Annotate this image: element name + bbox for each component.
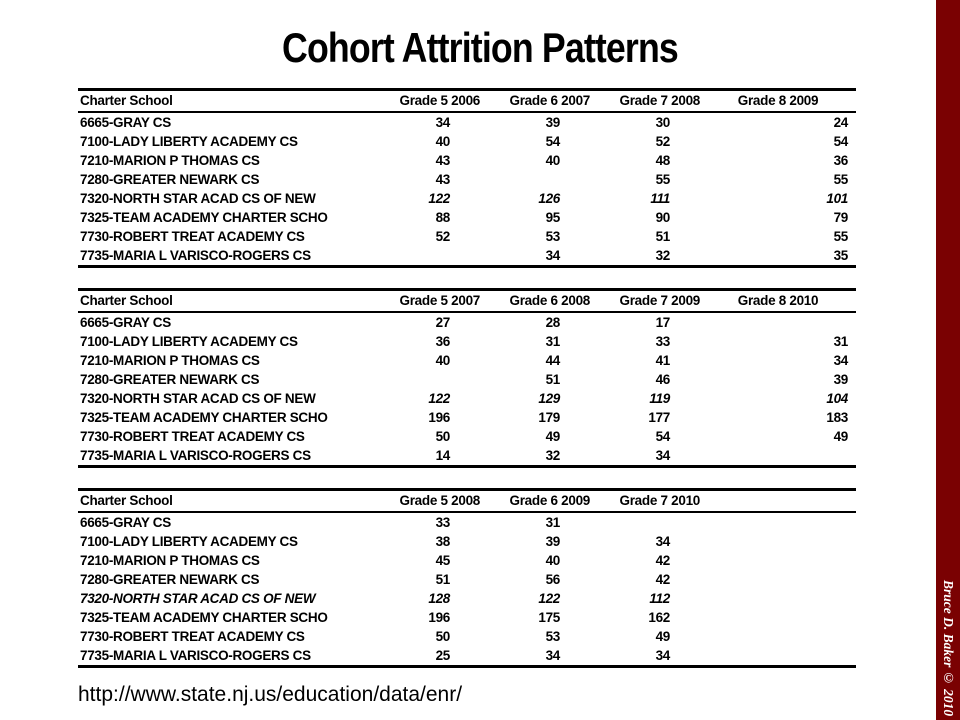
column-header: Grade 7 2010 bbox=[619, 493, 700, 508]
value-cell: 95 bbox=[545, 210, 560, 225]
school-name-cell: 6665-GRAY CS bbox=[80, 515, 171, 530]
value-cell: 88 bbox=[435, 210, 450, 225]
table-row bbox=[78, 532, 856, 551]
cohort-table bbox=[78, 288, 856, 468]
cohort-table bbox=[78, 488, 856, 668]
value-cell: 31 bbox=[545, 334, 560, 349]
school-name-cell: 6665-GRAY CS bbox=[80, 115, 171, 130]
value-cell: 44 bbox=[545, 353, 560, 368]
value-cell: 43 bbox=[435, 172, 450, 187]
value-cell: 35 bbox=[833, 248, 848, 263]
value-cell: 42 bbox=[655, 572, 670, 587]
value-cell: 24 bbox=[833, 115, 848, 130]
table-row bbox=[78, 351, 856, 370]
column-header: Grade 5 2008 bbox=[399, 493, 480, 508]
table-row bbox=[78, 389, 856, 408]
value-cell: 52 bbox=[655, 134, 670, 149]
value-cell: 41 bbox=[655, 353, 670, 368]
value-cell: 34 bbox=[655, 448, 670, 463]
value-cell: 38 bbox=[435, 534, 450, 549]
value-cell bbox=[368, 246, 480, 265]
value-cell: 122 bbox=[428, 391, 450, 406]
table-row bbox=[78, 446, 856, 465]
table-row bbox=[78, 408, 856, 427]
table-row bbox=[78, 513, 856, 532]
table-row bbox=[78, 589, 856, 608]
value-cell: 55 bbox=[833, 172, 848, 187]
slide-title: Cohort Attrition Patterns bbox=[282, 24, 678, 71]
school-name-cell: 7325-TEAM ACADEMY CHARTER SCHO bbox=[80, 410, 328, 425]
value-cell: 104 bbox=[826, 391, 848, 406]
tables-container bbox=[78, 88, 856, 688]
value-cell: 14 bbox=[435, 448, 450, 463]
value-cell: 33 bbox=[655, 334, 670, 349]
value-cell: 28 bbox=[545, 315, 560, 330]
value-cell: 40 bbox=[435, 134, 450, 149]
value-cell: 39 bbox=[545, 115, 560, 130]
value-cell: 126 bbox=[538, 191, 560, 206]
column-header: Grade 6 2008 bbox=[509, 293, 590, 308]
value-cell: 34 bbox=[655, 534, 670, 549]
value-cell: 36 bbox=[435, 334, 450, 349]
table-row bbox=[78, 646, 856, 665]
value-cell: 51 bbox=[545, 372, 560, 387]
table-row bbox=[78, 627, 856, 646]
school-name-cell: 7280-GREATER NEWARK CS bbox=[80, 372, 260, 387]
school-name-cell: 7325-TEAM ACADEMY CHARTER SCHO bbox=[80, 210, 328, 225]
value-cell: 25 bbox=[435, 648, 450, 663]
table-row bbox=[78, 132, 856, 151]
value-cell: 122 bbox=[538, 591, 560, 606]
value-cell: 31 bbox=[545, 515, 560, 530]
table-row bbox=[78, 113, 856, 132]
column-header: Charter School bbox=[80, 93, 173, 108]
value-cell: 34 bbox=[545, 248, 560, 263]
value-cell: 50 bbox=[435, 629, 450, 644]
value-cell bbox=[700, 570, 856, 589]
table-row bbox=[78, 189, 856, 208]
source-url: http://www.state.nj.us/education/data/enr/ bbox=[78, 683, 463, 706]
school-name-cell: 6665-GRAY CS bbox=[80, 315, 171, 330]
value-cell: 183 bbox=[826, 410, 848, 425]
value-cell: 179 bbox=[538, 410, 560, 425]
value-cell: 40 bbox=[435, 353, 450, 368]
column-header: Grade 7 2008 bbox=[619, 93, 700, 108]
value-cell: 54 bbox=[545, 134, 560, 149]
value-cell: 119 bbox=[649, 391, 670, 406]
school-name-cell: 7100-LADY LIBERTY ACADEMY CS bbox=[80, 334, 298, 349]
right-accent-bar bbox=[936, 0, 960, 720]
value-cell bbox=[700, 532, 856, 551]
value-cell: 50 bbox=[435, 429, 450, 444]
value-cell: 101 bbox=[826, 191, 848, 206]
value-cell: 177 bbox=[648, 410, 670, 425]
table-row bbox=[78, 608, 856, 627]
table-row bbox=[78, 427, 856, 446]
table-row bbox=[78, 332, 856, 351]
table-row bbox=[78, 246, 856, 265]
school-name-cell: 7100-LADY LIBERTY ACADEMY CS bbox=[80, 534, 298, 549]
value-cell: 196 bbox=[428, 610, 450, 625]
value-cell bbox=[700, 446, 856, 465]
value-cell: 42 bbox=[655, 553, 670, 568]
value-cell: 56 bbox=[545, 572, 560, 587]
value-cell: 51 bbox=[655, 229, 670, 244]
table-row bbox=[78, 570, 856, 589]
value-cell: 162 bbox=[648, 610, 670, 625]
value-cell: 40 bbox=[545, 153, 560, 168]
school-name-cell: 7735-MARIA L VARISCO-ROGERS CS bbox=[80, 248, 311, 263]
value-cell: 196 bbox=[428, 410, 450, 425]
value-cell bbox=[368, 370, 480, 389]
table-row bbox=[78, 151, 856, 170]
column-header: Grade 7 2009 bbox=[619, 293, 700, 308]
school-name-cell: 7735-MARIA L VARISCO-ROGERS CS bbox=[80, 648, 311, 663]
school-name-cell: 7325-TEAM ACADEMY CHARTER SCHO bbox=[80, 610, 328, 625]
value-cell: 39 bbox=[545, 534, 560, 549]
school-name-cell: 7210-MARION P THOMAS CS bbox=[80, 553, 260, 568]
value-cell: 49 bbox=[833, 429, 848, 444]
value-cell: 54 bbox=[833, 134, 848, 149]
value-cell bbox=[700, 313, 856, 332]
school-name-cell: 7100-LADY LIBERTY ACADEMY CS bbox=[80, 134, 298, 149]
value-cell: 112 bbox=[649, 591, 670, 606]
table-header-row bbox=[78, 91, 856, 113]
value-cell: 52 bbox=[435, 229, 450, 244]
table-row bbox=[78, 227, 856, 246]
school-name-cell: 7320-NORTH STAR ACAD CS OF NEW bbox=[80, 191, 316, 206]
column-header: Grade 6 2007 bbox=[509, 93, 590, 108]
value-cell: 129 bbox=[538, 391, 560, 406]
table-row bbox=[78, 551, 856, 570]
column-header: Charter School bbox=[80, 293, 173, 308]
value-cell: 34 bbox=[833, 353, 848, 368]
column-header: Grade 8 2009 bbox=[737, 93, 819, 108]
school-name-cell: 7730-ROBERT TREAT ACADEMY CS bbox=[80, 429, 305, 444]
value-cell bbox=[700, 646, 856, 665]
value-cell: 33 bbox=[435, 515, 450, 530]
value-cell: 46 bbox=[655, 372, 670, 387]
value-cell: 31 bbox=[833, 334, 848, 349]
school-name-cell: 7735-MARIA L VARISCO-ROGERS CS bbox=[80, 448, 311, 463]
value-cell: 54 bbox=[655, 429, 670, 444]
value-cell: 32 bbox=[545, 448, 560, 463]
school-name-cell: 7210-MARION P THOMAS CS bbox=[80, 153, 260, 168]
cohort-table bbox=[78, 88, 856, 268]
table-row bbox=[78, 370, 856, 389]
value-cell: 36 bbox=[833, 153, 848, 168]
column-header: Grade 5 2007 bbox=[399, 293, 480, 308]
school-name-cell: 7280-GREATER NEWARK CS bbox=[80, 572, 260, 587]
value-cell: 49 bbox=[655, 629, 670, 644]
value-cell: 34 bbox=[435, 115, 450, 130]
value-cell: 122 bbox=[428, 191, 450, 206]
table-row bbox=[78, 208, 856, 227]
value-cell: 175 bbox=[538, 610, 560, 625]
school-name-cell: 7210-MARION P THOMAS CS bbox=[80, 353, 260, 368]
value-cell: 79 bbox=[833, 210, 848, 225]
value-cell: 45 bbox=[435, 553, 450, 568]
value-cell: 39 bbox=[833, 372, 848, 387]
value-cell bbox=[700, 551, 856, 570]
school-name-cell: 7730-ROBERT TREAT ACADEMY CS bbox=[80, 629, 305, 644]
value-cell: 17 bbox=[655, 315, 670, 330]
value-cell: 53 bbox=[545, 629, 560, 644]
value-cell: 90 bbox=[655, 210, 670, 225]
value-cell: 48 bbox=[655, 153, 670, 168]
table-row bbox=[78, 170, 856, 189]
column-header: Grade 6 2009 bbox=[509, 493, 590, 508]
value-cell: 53 bbox=[545, 229, 560, 244]
value-cell bbox=[700, 513, 856, 532]
value-cell: 49 bbox=[545, 429, 560, 444]
value-cell: 30 bbox=[655, 115, 670, 130]
school-name-cell: 7730-ROBERT TREAT ACADEMY CS bbox=[80, 229, 305, 244]
value-cell: 43 bbox=[435, 153, 450, 168]
column-header: Grade 8 2010 bbox=[737, 293, 819, 308]
copyright-credit: Bruce D. Baker © 2010 bbox=[941, 579, 956, 716]
value-cell: 111 bbox=[650, 191, 670, 206]
table-row bbox=[78, 313, 856, 332]
value-cell: 34 bbox=[545, 648, 560, 663]
value-cell bbox=[700, 627, 856, 646]
value-cell: 51 bbox=[435, 572, 450, 587]
value-cell bbox=[700, 608, 856, 627]
table-header-row bbox=[78, 291, 856, 313]
value-cell: 27 bbox=[435, 315, 450, 330]
value-cell bbox=[700, 589, 856, 608]
school-name-cell: 7320-NORTH STAR ACAD CS OF NEW bbox=[80, 591, 316, 606]
value-cell: 55 bbox=[833, 229, 848, 244]
table-header-row bbox=[78, 491, 856, 513]
column-header: Grade 5 2006 bbox=[399, 93, 480, 108]
value-cell: 55 bbox=[655, 172, 670, 187]
value-cell: 34 bbox=[655, 648, 670, 663]
value-cell: 32 bbox=[655, 248, 670, 263]
school-name-cell: 7280-GREATER NEWARK CS bbox=[80, 172, 260, 187]
value-cell bbox=[480, 170, 590, 189]
value-cell bbox=[590, 513, 700, 532]
value-cell: 128 bbox=[428, 591, 450, 606]
school-name-cell: 7320-NORTH STAR ACAD CS OF NEW bbox=[80, 391, 316, 406]
column-header: Charter School bbox=[80, 493, 173, 508]
column-header bbox=[700, 491, 856, 511]
value-cell: 40 bbox=[545, 553, 560, 568]
